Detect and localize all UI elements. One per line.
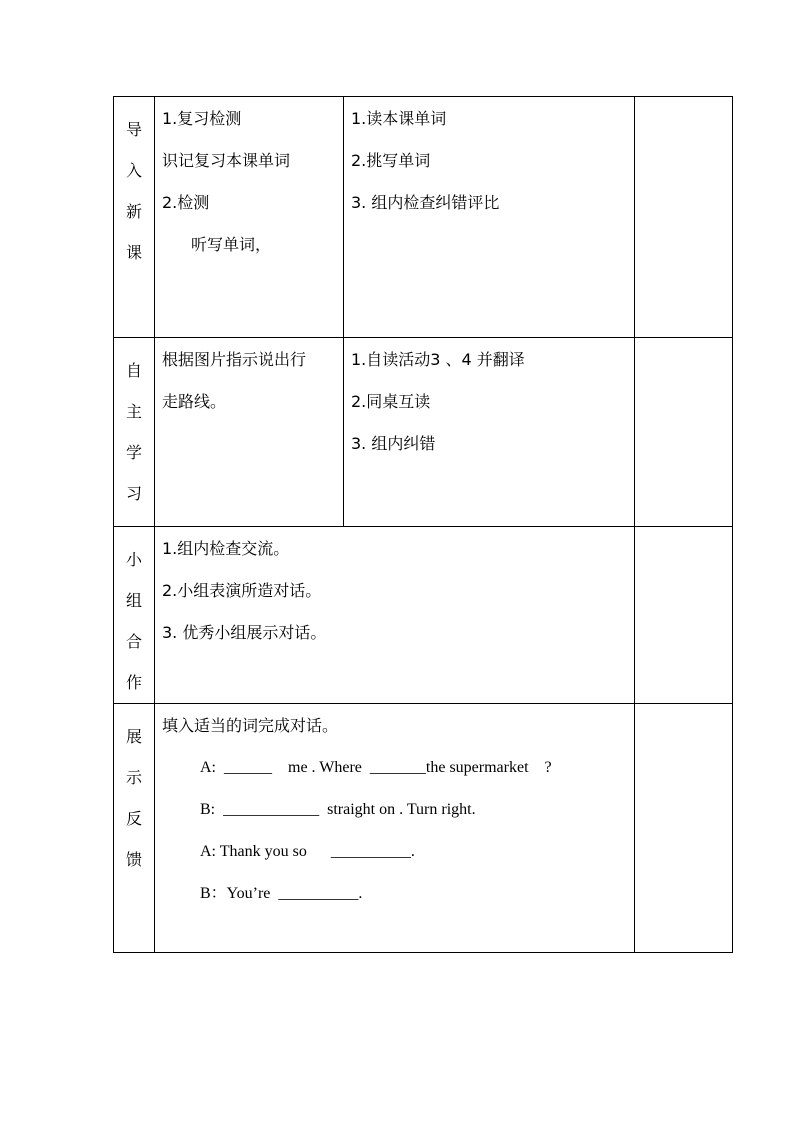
label-char: 习 [125,484,142,503]
label-char: 展 [125,727,142,746]
table-row [114,338,733,527]
student-activity-cell [344,97,635,338]
cell-line: 识记复习本课单词 [162,151,291,170]
cell-line: 1.复习检测 [162,109,242,128]
cell-line: 1.自读活动3 、4 并翻译 [351,350,525,369]
cell-line: 1.读本课单词 [351,109,447,128]
dialog-line: A: Thank you so __________. [200,843,415,860]
dialog-line: B: ____________ straight on . Turn right. [200,801,476,818]
label-char: 馈 [125,850,142,869]
cell-line: 2.检测 [162,193,210,212]
table-row [114,527,733,704]
label-char: 作 [125,673,142,692]
notes-cell [635,704,733,953]
table-row [114,704,733,953]
feedback-exercise-cell [155,704,635,953]
label-char: 示 [125,768,142,787]
label-char: 小 [125,550,142,569]
label-char: 入 [125,161,142,180]
label-char: 自 [125,361,142,380]
row-label-group-work [114,527,155,704]
notes-cell [635,338,733,527]
teacher-activity-cell [155,338,344,527]
label-char: 合 [125,632,142,651]
lesson-plan-table [113,96,733,953]
row-label-self-study [114,338,155,527]
label-char: 主 [125,402,142,421]
cell-line: 3. 优秀小组展示对话。 [162,623,327,642]
table-row [114,97,733,338]
dialog-line: A: ______ me . Where _______the supermarket ? [200,759,552,776]
notes-cell [635,97,733,338]
cell-line: 听写单词， [191,235,272,254]
cell-line: 3. 组内纠错 [351,434,436,453]
label-char: 新 [125,202,142,221]
label-char: 学 [125,443,142,462]
cell-line: 3. 组内检查纠错评比 [351,193,500,212]
label-char: 课 [125,243,142,262]
group-work-cell [155,527,635,704]
student-activity-cell [344,338,635,527]
label-char: 反 [125,809,142,828]
row-label-feedback [114,704,155,953]
teacher-activity-cell [155,97,344,338]
cell-line: 2.挑写单词 [351,151,431,170]
cell-line: 2.小组表演所造对话。 [162,581,322,600]
notes-cell [635,527,733,704]
exercise-instruction: 填入适当的词完成对话。 [162,716,339,735]
cell-line: 2.同桌互读 [351,392,431,411]
cell-line: 1.组内检查交流。 [162,539,290,558]
label-char: 组 [125,591,142,610]
row-label-intro [114,97,155,338]
cell-line: 走路线。 [162,392,227,411]
label-char: 导 [125,120,142,139]
dialog-line: B：You’re __________. [200,885,363,902]
cell-line: 根据图片指示说出行 [162,350,307,369]
